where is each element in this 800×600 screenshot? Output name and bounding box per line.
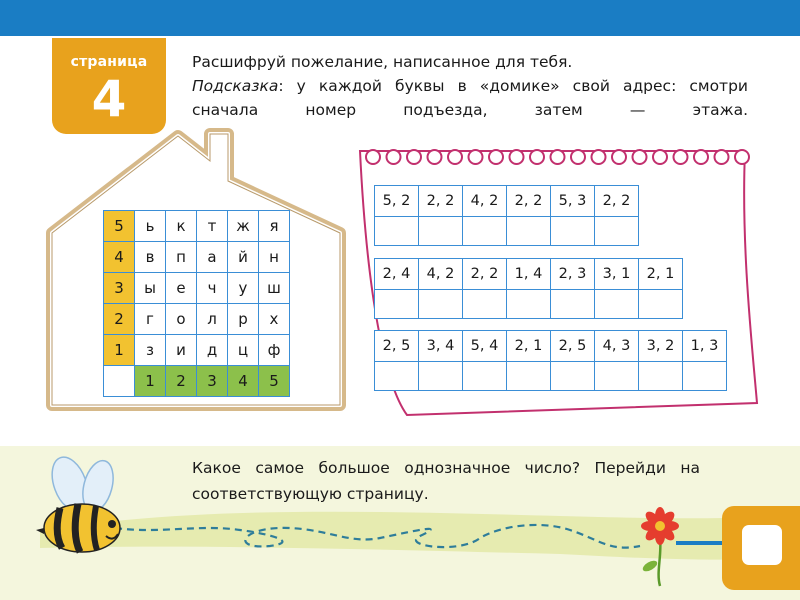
letter-cell: х bbox=[259, 304, 290, 335]
header-band bbox=[0, 0, 800, 36]
letter-cell: н bbox=[259, 242, 290, 273]
notebook-ring bbox=[469, 150, 483, 164]
floor-number: 3 bbox=[104, 273, 135, 304]
letter-cell: е bbox=[166, 273, 197, 304]
code-cell: 2, 1 bbox=[507, 331, 551, 362]
entrance-number: 4 bbox=[228, 366, 259, 397]
floor-number: 2 bbox=[104, 304, 135, 335]
code-cell: 3, 1 bbox=[595, 259, 639, 290]
notebook-ring bbox=[407, 150, 421, 164]
letter-cell: у bbox=[228, 273, 259, 304]
letter-cell: ж bbox=[228, 211, 259, 242]
answer-cell[interactable] bbox=[463, 217, 507, 246]
code-cell: 5, 4 bbox=[463, 331, 507, 362]
code-cell: 2, 5 bbox=[375, 331, 419, 362]
notebook-ring bbox=[735, 150, 749, 164]
code-cell: 2, 2 bbox=[419, 186, 463, 217]
notebook-ring bbox=[633, 150, 647, 164]
notebook-ring bbox=[694, 150, 708, 164]
letter-cell: з bbox=[135, 335, 166, 366]
hint-label: Подсказка bbox=[192, 77, 279, 95]
answer-cell[interactable] bbox=[595, 362, 639, 391]
notebook-ring bbox=[612, 150, 626, 164]
answer-cell[interactable] bbox=[595, 290, 639, 319]
answer-field[interactable] bbox=[742, 525, 782, 565]
corner-cell bbox=[104, 366, 135, 397]
notebook-ring bbox=[674, 150, 688, 164]
code-cell: 2, 4 bbox=[375, 259, 419, 290]
letter-cell: г bbox=[135, 304, 166, 335]
notebook-ring bbox=[489, 150, 503, 164]
code-cell: 4, 2 bbox=[419, 259, 463, 290]
question-text: Какое самое большое однозначное число? Перейди на соответствующую страницу. bbox=[192, 459, 700, 503]
hint-body: : у каждой буквы в «домике» свой адрес: смотри сначала номер подъезда, затем — этажа. bbox=[192, 77, 748, 119]
letter-cell: и bbox=[166, 335, 197, 366]
answer-cell[interactable] bbox=[375, 290, 419, 319]
notebook-ring bbox=[448, 150, 462, 164]
code-cell: 1, 4 bbox=[507, 259, 551, 290]
answer-cell[interactable] bbox=[639, 362, 683, 391]
notebook-ring bbox=[715, 150, 729, 164]
code-row-table bbox=[374, 185, 639, 246]
notebook-ring bbox=[510, 150, 524, 164]
code-cell: 5, 2 bbox=[375, 186, 419, 217]
answer-cell[interactable] bbox=[507, 217, 551, 246]
page-label: страница bbox=[70, 54, 148, 70]
letter-cell: ф bbox=[259, 335, 290, 366]
task-text: Расшифруй пожелание, написанное для тебя. bbox=[192, 53, 573, 71]
answer-cell[interactable] bbox=[639, 290, 683, 319]
answer-cell[interactable] bbox=[507, 290, 551, 319]
answer-cell[interactable] bbox=[463, 290, 507, 319]
answer-cell[interactable] bbox=[375, 217, 419, 246]
notebook-ring bbox=[653, 150, 667, 164]
notebook-ring bbox=[366, 150, 380, 164]
hint-text bbox=[192, 74, 748, 122]
code-cell: 4, 2 bbox=[463, 186, 507, 217]
code-cell: 1, 3 bbox=[683, 331, 727, 362]
letter-cell: й bbox=[228, 242, 259, 273]
letter-cell: к bbox=[166, 211, 197, 242]
letter-cell: ч bbox=[197, 273, 228, 304]
answer-cell[interactable] bbox=[551, 217, 595, 246]
notebook-ring bbox=[530, 150, 544, 164]
answer-cell[interactable] bbox=[419, 290, 463, 319]
notebook-ring bbox=[571, 150, 585, 164]
letter-cell: ы bbox=[135, 273, 166, 304]
code-cell: 4, 3 bbox=[595, 331, 639, 362]
letter-grid bbox=[103, 210, 290, 397]
floor-number: 4 bbox=[104, 242, 135, 273]
letter-cell: ц bbox=[228, 335, 259, 366]
notebook-ring bbox=[592, 150, 606, 164]
page-badge bbox=[52, 38, 166, 134]
answer-cell[interactable] bbox=[595, 217, 639, 246]
letter-cell: в bbox=[135, 242, 166, 273]
code-cell: 2, 2 bbox=[463, 259, 507, 290]
code-cell: 3, 2 bbox=[639, 331, 683, 362]
entrance-number: 1 bbox=[135, 366, 166, 397]
notebook-ring bbox=[387, 150, 401, 164]
letter-cell: л bbox=[197, 304, 228, 335]
page-number: 4 bbox=[91, 70, 127, 128]
answer-cell[interactable] bbox=[551, 362, 595, 391]
code-cell: 2, 3 bbox=[551, 259, 595, 290]
entrance-number: 5 bbox=[259, 366, 290, 397]
entrance-number: 2 bbox=[166, 366, 197, 397]
answer-cell[interactable] bbox=[419, 217, 463, 246]
code-cell: 2, 5 bbox=[551, 331, 595, 362]
instructions bbox=[192, 50, 748, 122]
letter-cell: ь bbox=[135, 211, 166, 242]
letter-cell: о bbox=[166, 304, 197, 335]
notebook-ring bbox=[551, 150, 565, 164]
code-cell: 5, 3 bbox=[551, 186, 595, 217]
answer-cell[interactable] bbox=[507, 362, 551, 391]
floor-number: 5 bbox=[104, 211, 135, 242]
code-row-table bbox=[374, 330, 727, 391]
letter-cell: р bbox=[228, 304, 259, 335]
answer-cell[interactable] bbox=[419, 362, 463, 391]
answer-cell[interactable] bbox=[375, 362, 419, 391]
entrance-number: 3 bbox=[197, 366, 228, 397]
letter-cell: п bbox=[166, 242, 197, 273]
letter-cell: т bbox=[197, 211, 228, 242]
code-cell: 2, 1 bbox=[639, 259, 683, 290]
answer-cell[interactable] bbox=[551, 290, 595, 319]
code-cell: 2, 2 bbox=[507, 186, 551, 217]
notebook-ring bbox=[428, 150, 442, 164]
code-row-table bbox=[374, 258, 683, 319]
code-cell: 3, 4 bbox=[419, 331, 463, 362]
letter-cell: д bbox=[197, 335, 228, 366]
letter-cell: я bbox=[259, 211, 290, 242]
answer-cell[interactable] bbox=[463, 362, 507, 391]
code-cell: 2, 2 bbox=[595, 186, 639, 217]
letter-cell: а bbox=[197, 242, 228, 273]
floor-number: 1 bbox=[104, 335, 135, 366]
letter-cell: ш bbox=[259, 273, 290, 304]
bee-icon bbox=[36, 452, 120, 552]
answer-cell[interactable] bbox=[683, 362, 727, 391]
